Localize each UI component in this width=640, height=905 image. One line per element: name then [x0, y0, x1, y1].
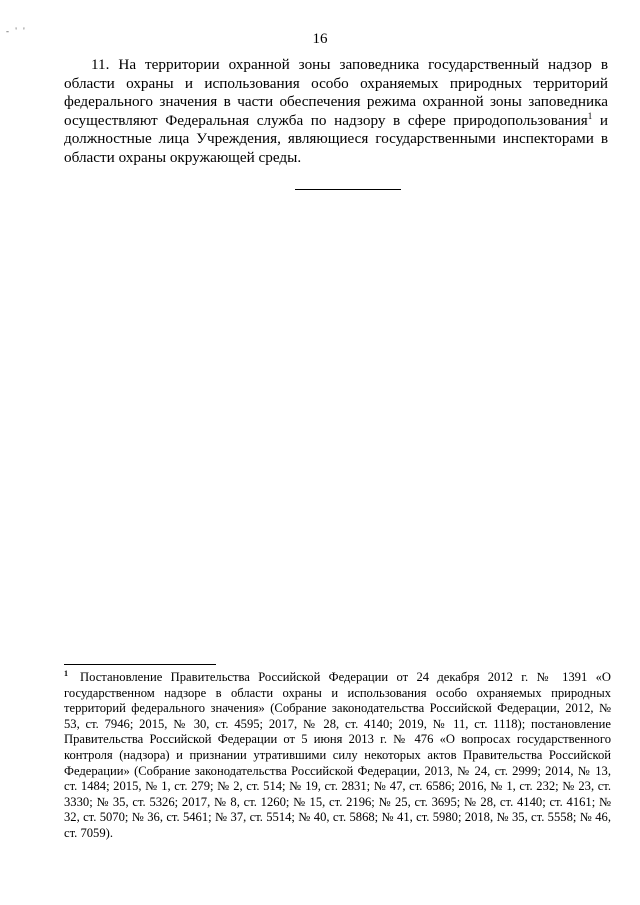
main-paragraph [64, 56, 608, 167]
footnote-separator [64, 664, 216, 665]
paragraph-text-continued: и должностные лица Учреждения, являющиеся государственными инспекторами в области охраны окружающей среды. [64, 111, 608, 166]
footnote-text: Постановление Правительства Российской Федерации от 24 декабря 2012 г. № 1391 «О государственном надзоре в области охраны и использования особо охраняемых природных территорий федерального значения» (Собрание законодательства Российской Федерации, 2012, № 53, ст. 7946; 2015, № 30, ст. 4595; 2017, № 28, ст. 4140; 2019, № 11, ст. 1118); постановление Правительства Российской Федерации от 5 июня 2013 г. № 476 «О вопросах государственного контроля (надзора) и признании утратившими силу некоторых актов Правительства Российской Федерации» (Собрание законодательства Российской Федерации, 2013, № 24, ст. 2999; 2014, № 13, ст. 1484; 2015, № 1, ст. 279; № 2, ст. 514; № 19, ст. 2831; № 47, ст. 6586; 2016, № 1, ст. 232; № 23, ст. 3330; № 35, ст. 5326; 2017, № 8, ст. 1260; № 15, ст. 2196; № 25, ст. 3695; № 28, ст. 4140; ст. 4161; № 32, ст. 5070; № 36, ст. 5461; № 37, ст. 5514; № 40, ст. 5868; № 41, ст. 5980; 2018, № 35, ст. 5558; № 46, ст. 7059). [64, 670, 611, 840]
footnote-marker: 1 [64, 668, 68, 678]
footnote-reference[interactable]: 1 [587, 110, 593, 121]
scan-artifact-mark: - ' ' [6, 26, 27, 36]
page-number: 16 [312, 31, 328, 47]
end-of-text-divider [295, 189, 401, 190]
paragraph-text: 11. На территории охранной зоны заповедника государственный надзор в области охраны и использования особо охраняемых природных территорий федерального значения в части обеспечения режима охранной зоны заповедника осуществляют Федеральная служба по надзору в сфере природопользования [64, 56, 608, 129]
footnote [64, 670, 611, 842]
